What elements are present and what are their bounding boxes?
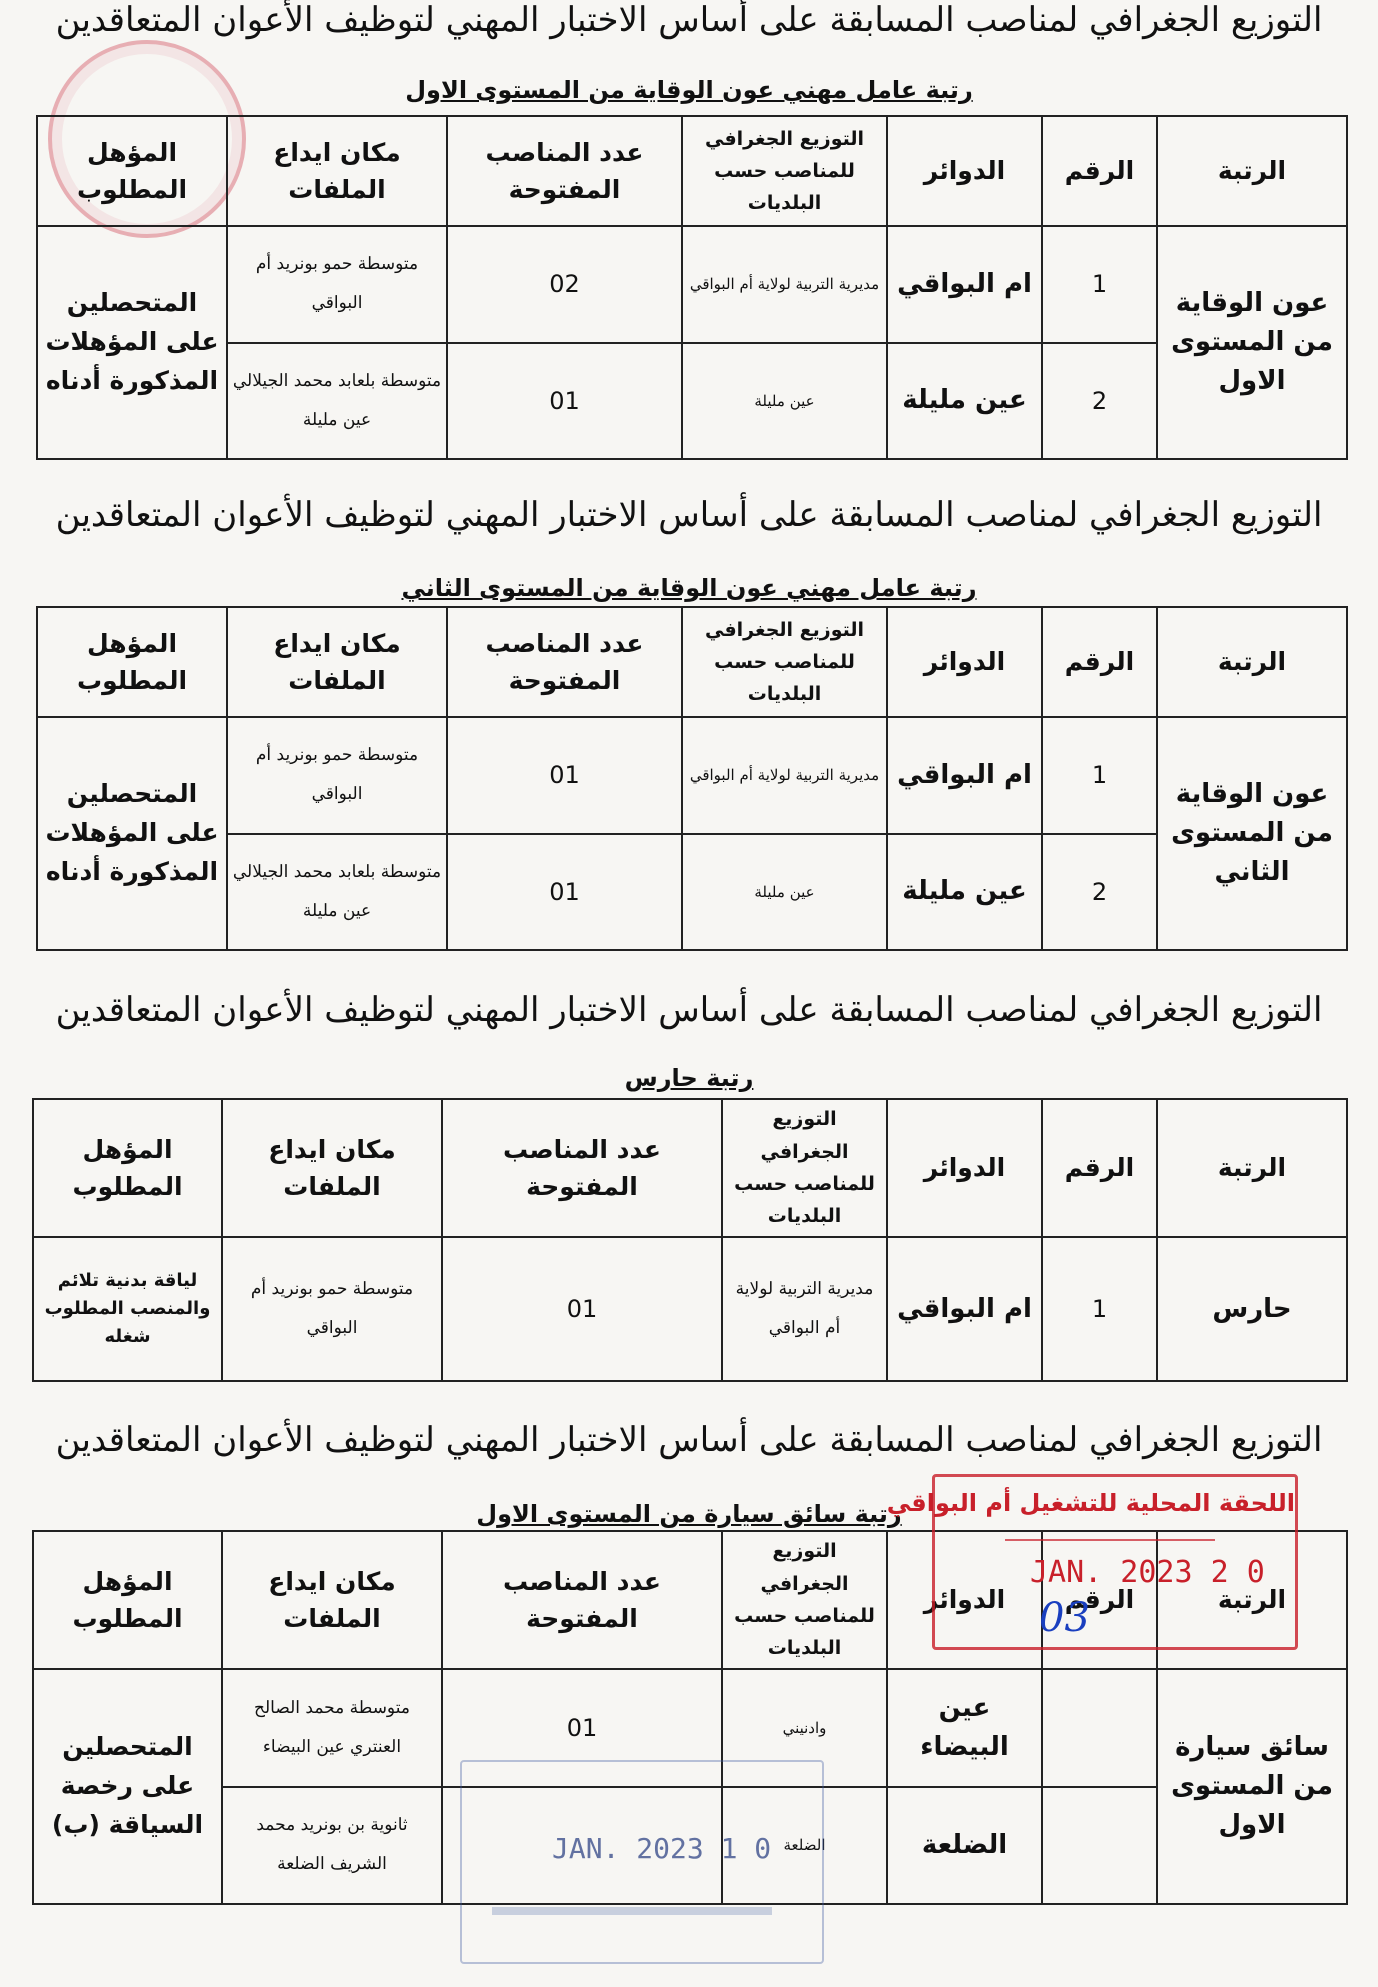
number-cell <box>1042 1787 1157 1905</box>
daira-cell: عين البيضاء <box>887 1669 1042 1787</box>
rank-cell: حارس <box>1157 1237 1347 1381</box>
header-open-posts: عدد المناصب المفتوحة <box>447 116 682 226</box>
section-3-table <box>32 1098 1348 1382</box>
table-row <box>37 717 1347 834</box>
place-cell: ثانوية بن بونريد محمد الشريف الضلعة <box>222 1787 442 1905</box>
faded-stamp-bar <box>492 1907 772 1915</box>
qualification-cell: المتحصلين على رخصة السياقة (ب) <box>33 1669 222 1904</box>
stamp-title: اللحقة المحلية للتشغيل أم البواقي <box>886 1489 1295 1517</box>
stamp-date: 0 2 JAN. 2023 <box>1030 1555 1265 1590</box>
section-4-subtitle: رتبة سائق سيارة من المستوى الاول <box>476 1500 902 1528</box>
header-number: الرقم <box>1042 116 1157 226</box>
commune-cell: مديرية التربية لولاية أم البواقي <box>682 717 887 834</box>
header-daira: الدوائر <box>887 116 1042 226</box>
header-geo-distribution: التوزيع الجغرافي للمناصب حسب البلديات <box>722 1531 887 1669</box>
commune-cell: عين مليلة <box>682 834 887 951</box>
number-cell <box>1042 1669 1157 1787</box>
commune-cell: مديرية التربية لولاية أم البواقي <box>682 226 887 343</box>
header-open-posts: عدد المناصب المفتوحة <box>442 1531 722 1669</box>
table-header-row <box>33 1099 1347 1237</box>
daira-cell: ام البواقي <box>887 226 1042 343</box>
commune-cell: عين مليلة <box>682 343 887 460</box>
header-open-posts: عدد المناصب المفتوحة <box>447 607 682 717</box>
section-1-table <box>36 115 1348 460</box>
section-3-heading: التوزيع الجغرافي لمناصب المسابقة على أساس الاختبار المهني لتوظيف الأعوان المتعاقدين <box>55 990 1323 1030</box>
stamp-handwritten-number: 03 <box>1039 1595 1090 1641</box>
section-3-subtitle: رتبة حارس <box>624 1064 754 1092</box>
posts-cell: 01 <box>442 1669 722 1787</box>
header-rank: الرتبة <box>1157 607 1347 717</box>
header-rank: الرتبة <box>1157 1531 1347 1669</box>
header-number: الرقم <box>1042 1099 1157 1237</box>
posts-cell: 01 <box>442 1237 722 1381</box>
place-cell: متوسطة حمو بونريد أم البواقي <box>227 226 447 343</box>
header-filing-place: مكان ايداع الملفات <box>222 1099 442 1237</box>
place-cell: متوسطة محمد الصالح العنتري عين البيضاء <box>222 1669 442 1787</box>
table-row <box>37 834 1347 951</box>
posts-cell: 01 <box>447 834 682 951</box>
number-cell: 1 <box>1042 1237 1157 1381</box>
daira-cell: الضلعة <box>887 1787 1042 1905</box>
header-rank: الرتبة <box>1157 1099 1347 1237</box>
place-cell: متوسطة حمو بونريد أم البواقي <box>222 1237 442 1381</box>
section-4-heading: التوزيع الجغرافي لمناصب المسابقة على أساس الاختبار المهني لتوظيف الأعوان المتعاقدين <box>55 1420 1323 1460</box>
daira-cell: ام البواقي <box>887 1237 1042 1381</box>
header-filing-place: مكان ايداع الملفات <box>222 1531 442 1669</box>
header-qualification: المؤهل المطلوب <box>33 1099 222 1237</box>
posts-cell: 01 <box>447 717 682 834</box>
daira-cell: ام البواقي <box>887 717 1042 834</box>
daira-cell: عين مليلة <box>887 834 1042 951</box>
header-qualification: المؤهل المطلوب <box>37 116 227 226</box>
place-cell: متوسطة حمو بونريد أم البواقي <box>227 717 447 834</box>
header-qualification: المؤهل المطلوب <box>33 1531 222 1669</box>
qualification-cell: لياقة بدنية تلائم والمنصب المطلوب شغله <box>33 1237 222 1381</box>
commune-cell: الضلعة <box>722 1787 887 1905</box>
section-2-table <box>36 606 1348 951</box>
registration-stamp <box>886 1474 1298 1650</box>
rank-cell: عون الوقاية من المستوى الثاني <box>1157 717 1347 950</box>
section-1-subtitle: رتبة عامل مهني عون الوقاية من المستوى الاول <box>405 76 973 104</box>
commune-cell: وادنيني <box>722 1669 887 1787</box>
section-1-heading: التوزيع الجغرافي لمناصب المسابقة على أساس الاختبار المهني لتوظيف الأعوان المتعاقدين <box>55 0 1323 40</box>
header-geo-distribution: التوزيع الجغرافي للمناصب حسب البلديات <box>682 607 887 717</box>
faded-stamp-date: 0 1 JAN. 2023 <box>552 1832 772 1865</box>
table-row <box>37 226 1347 343</box>
table-header-row <box>37 607 1347 717</box>
qualification-cell: المتحصلين على المؤهلات المذكورة أدناه <box>37 226 227 459</box>
qualification-cell: المتحصلين على المؤهلات المذكورة أدناه <box>37 717 227 950</box>
table-row <box>33 1237 1347 1381</box>
number-cell: 1 <box>1042 717 1157 834</box>
header-number: الرقم <box>1042 607 1157 717</box>
number-cell: 1 <box>1042 226 1157 343</box>
header-open-posts: عدد المناصب المفتوحة <box>442 1099 722 1237</box>
daira-cell: عين مليلة <box>887 343 1042 460</box>
header-rank: الرتبة <box>1157 116 1347 226</box>
header-geo-distribution: التوزيع الجغرافي للمناصب حسب البلديات <box>682 116 887 226</box>
place-cell: متوسطة بلعابد محمد الجيلالي عين مليلة <box>227 343 447 460</box>
number-cell: 2 <box>1042 343 1157 460</box>
section-2-subtitle: رتبة عامل مهني عون الوقاية من المستوى الثاني <box>401 574 977 602</box>
stamp-divider <box>1005 1539 1215 1541</box>
section-2-heading: التوزيع الجغرافي لمناصب المسابقة على أساس الاختبار المهني لتوظيف الأعوان المتعاقدين <box>55 495 1323 535</box>
header-filing-place: مكان ايداع الملفات <box>227 116 447 226</box>
faded-stamp <box>460 1760 824 1964</box>
rank-cell: عون الوقاية من المستوى الاول <box>1157 226 1347 459</box>
rank-cell: سائق سيارة من المستوى الاول <box>1157 1669 1347 1904</box>
place-cell: متوسطة بلعابد محمد الجيلالي عين مليلة <box>227 834 447 951</box>
header-daira: الدوائر <box>887 1531 1042 1669</box>
commune-cell: مديرية التربية لولاية أم البواقي <box>722 1237 887 1381</box>
header-daira: الدوائر <box>887 1099 1042 1237</box>
header-daira: الدوائر <box>887 607 1042 717</box>
table-row <box>37 343 1347 460</box>
posts-cell: 01 <box>447 343 682 460</box>
header-geo-distribution: التوزيع الجغرافي للمناصب حسب البلديات <box>722 1099 887 1237</box>
header-qualification: المؤهل المطلوب <box>37 607 227 717</box>
posts-cell: 02 <box>447 226 682 343</box>
number-cell: 2 <box>1042 834 1157 951</box>
header-filing-place: مكان ايداع الملفات <box>227 607 447 717</box>
table-header-row <box>37 116 1347 226</box>
header-number: الرقم <box>1042 1531 1157 1669</box>
